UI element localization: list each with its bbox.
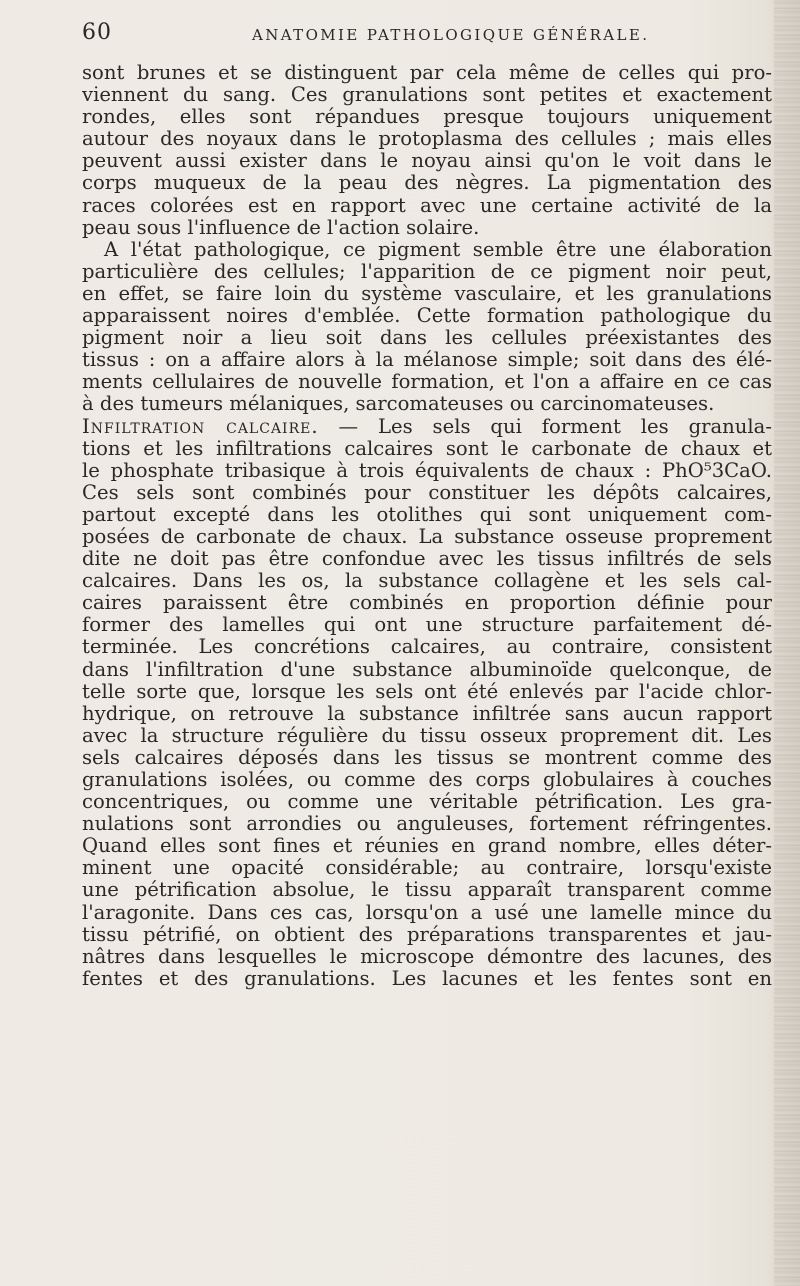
text-line: Quand elles sont fines et réunies en grand nombre, elles déter- <box>82 835 772 858</box>
page-binding-edge <box>774 0 800 1286</box>
running-title: ANATOMIE PATHOLOGIQUE GÉNÉRALE. <box>252 26 650 44</box>
text-line: avec la structure régulière du tissu osseux proprement dit. Les <box>82 724 772 747</box>
page-header <box>82 20 772 50</box>
text-line: Ces sels sont combinés pour constituer les dépôts calcaires, <box>82 481 772 504</box>
text-line: une pétrification absolue, le tissu apparaît transparent comme <box>82 879 772 902</box>
text-line: viennent du sang. Ces granulations sont petites et exactement <box>82 84 772 107</box>
text-line: nulations sont arrondies ou anguleuses, fortement réfringentes. <box>82 813 772 836</box>
text-line: l'aragonite. Dans ces cas, lorsqu'on a usé une lamelle mince du <box>82 901 772 924</box>
text-line: former des lamelles qui ont une structure parfaitement dé- <box>82 614 772 637</box>
text-line: peau sous l'influence de l'action solaire. <box>82 216 480 239</box>
text-line: le phosphate tribasique à trois équivalents de chaux : PhO⁵3CaO. <box>82 459 772 482</box>
text-line: posées de carbonate de chaux. La substance osseuse proprement <box>82 525 772 548</box>
text-line: corps muqueux de la peau des nègres. La pigmentation des <box>82 172 772 195</box>
body-text <box>82 62 772 990</box>
text-line: races colorées est en rapport avec une certaine activité de la <box>82 194 772 217</box>
text-line: partout excepté dans les otolithes qui sont uniquement com- <box>82 503 772 526</box>
text-line: peuvent aussi exister dans le noyau ainsi qu'on le voit dans le <box>82 150 772 173</box>
text-line: calcaires. Dans les os, la substance collagène et les sels cal- <box>82 570 772 593</box>
text-line: A l'état pathologique, ce pigment semble être une élaboration <box>104 238 772 261</box>
text-line: sels calcaires déposés dans les tissus se montrent comme des <box>82 746 772 769</box>
text-line: sont brunes et se distinguent par cela même de celles qui pro- <box>82 62 772 84</box>
text-line <box>82 416 772 438</box>
text-line: nâtres dans lesquelles le microscope démontre des lacunes, des <box>82 945 772 968</box>
text-line: rondes, elles sont répandues presque toujours uniquement <box>82 106 772 129</box>
text-line: à des tumeurs mélaniques, sarcomateuses ou carcinomateuses. <box>82 393 715 416</box>
section-heading: Infiltration calcaire. <box>82 415 319 438</box>
text-line: dans l'infiltration d'une substance albuminoïde quelconque, de <box>82 658 772 681</box>
text-line: dite ne doit pas être confondue avec les tissus infiltrés de sels <box>82 548 772 571</box>
text-line: terminée. Les concrétions calcaires, au contraire, consistent <box>82 636 772 659</box>
text-line: caires paraissent être combinés en proportion définie pour <box>82 592 772 615</box>
text-line: particulière des cellules; l'apparition de ce pigment noir peut, <box>82 260 772 283</box>
text-line: minent une opacité considérable; au contraire, lorsqu'existe <box>82 857 772 880</box>
text-line: autour des noyaux dans le protoplasma des cellules ; mais elles <box>82 128 772 151</box>
page-number: 60 <box>82 20 112 45</box>
text-line-rest: — Les sels qui forment les granula- <box>338 415 772 438</box>
text-line: apparaissent noires d'emblée. Cette formation pathologique du <box>82 305 772 328</box>
text-line: tissu pétrifié, on obtient des préparations transparentes et jau- <box>82 923 772 946</box>
text-line: telle sorte que, lorsque les sels ont été enlevés par l'acide chlor- <box>82 680 772 703</box>
text-line: granulations isolées, ou comme des corps globulaires à couches <box>82 769 772 791</box>
text-line: en effet, se faire loin du système vasculaire, et les granulations <box>82 282 772 305</box>
text-line: tions et les infiltrations calcaires sont le carbonate de chaux et <box>82 437 772 460</box>
text-line: hydrique, on retrouve la substance infiltrée sans aucun rapport <box>82 702 772 725</box>
text-line: fentes et des granulations. Les lacunes et les fentes sont en <box>82 967 772 990</box>
text-line: concentriques, ou comme une véritable pétrification. Les gra- <box>82 791 772 814</box>
text-line: tissus : on a affaire alors à la mélanose simple; soit dans des élé- <box>82 349 772 372</box>
text-line: pigment noir a lieu soit dans les cellules préexistantes des <box>82 327 772 350</box>
text-line: ments cellulaires de nouvelle formation, et l'on a affaire en ce cas <box>82 371 772 394</box>
